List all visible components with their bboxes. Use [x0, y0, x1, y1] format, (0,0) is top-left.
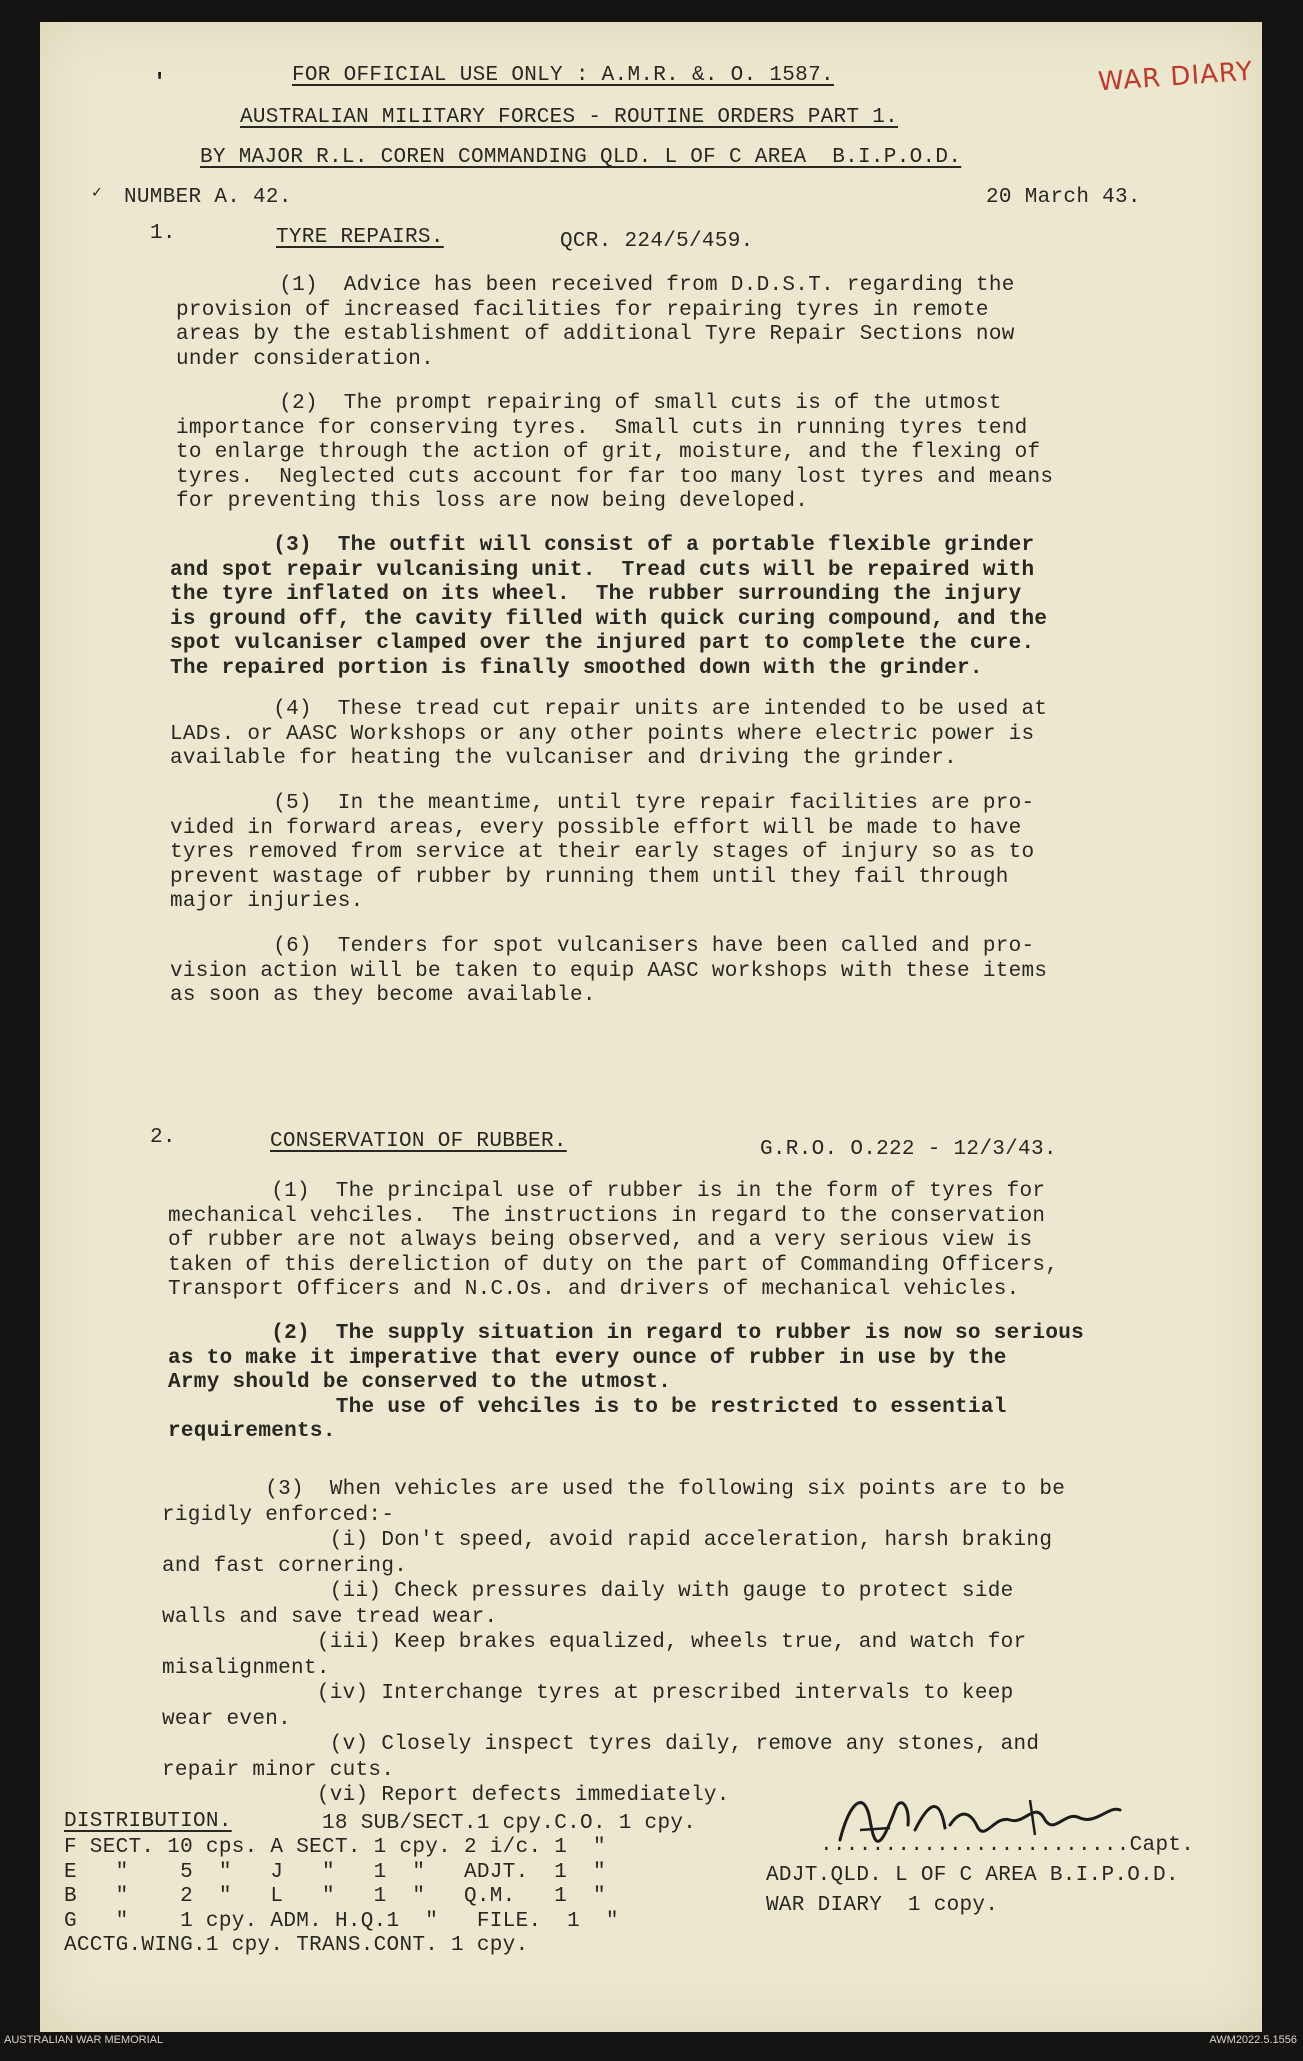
section-1-reference: QCR. 224/5/459.	[560, 230, 754, 253]
text-line: (vi) Report defects immediately.	[162, 1784, 730, 1807]
routine-orders-heading: AUSTRALIAN MILITARY FORCES - ROUTINE ORDERS PART 1.	[240, 106, 899, 129]
section-2-number: 2.	[150, 1126, 176, 1149]
text-line: The use of vehciles is to be restricted to essential	[168, 1395, 1007, 1419]
text-line: prevent wastage of rubber by running them until they fail through	[170, 865, 1009, 889]
text-line: rigidly enforced:-	[162, 1503, 395, 1527]
text-line: vided in forward areas, every possible effort will be made to have	[170, 816, 1022, 840]
text-line: requirements.	[168, 1420, 336, 1443]
text-line: provision of increased facilities for repairing tyres in remote	[176, 298, 989, 322]
order-number: NUMBER A. 42.	[124, 186, 292, 209]
text-line: taken of this dereliction of duty on the part of Commanding Officers,	[168, 1253, 1059, 1277]
text-line: wear even.	[162, 1707, 292, 1731]
distribution-label: DISTRIBUTION.	[64, 1810, 232, 1833]
text-line: (2) The supply situation in regard to rubber is now so serious	[168, 1322, 1085, 1345]
text-line: (v) Closely inspect tyres daily, remove any stones, and	[162, 1733, 1040, 1756]
text-line: (5) In the meantime, until tyre repair facilities are pro-	[170, 792, 1035, 815]
official-use-heading: FOR OFFICIAL USE ONLY : A.M.R. &. O. 1587.	[292, 64, 834, 87]
section-1-number: 1.	[150, 222, 176, 245]
text-line: G " 1 cpy. ADM. H.Q.1 " FILE. 1 "	[64, 1909, 619, 1933]
text-line: mechanical vehciles. The instructions in regard to the conservation	[168, 1204, 1046, 1228]
text-line: and fast cornering.	[162, 1554, 408, 1578]
text-line: and spot repair vulcanising unit. Tread cuts will be repaired with	[170, 558, 1035, 582]
text-line: (1) Advice has been received from D.D.S.T. regarding the	[176, 274, 1015, 297]
document-page	[40, 22, 1262, 2032]
section-2-title: CONSERVATION OF RUBBER.	[270, 1130, 567, 1153]
text-line: as soon as they become available.	[170, 984, 596, 1007]
text-line: (1) The principal use of rubber is in the form of tyres for	[168, 1180, 1046, 1203]
text-line: repair minor cuts.	[162, 1758, 395, 1782]
tick-mark: ✓	[92, 184, 102, 202]
text-line: vision action will be taken to equip AASC workshops with these items	[170, 959, 1048, 983]
pencil-mark: '	[153, 70, 167, 95]
text-line: (i) Don't speed, avoid rapid acceleration, harsh braking	[162, 1529, 1053, 1552]
text-line: B " 2 " L " 1 " Q.M. 1 "	[64, 1885, 606, 1908]
text-line: (3) When vehicles are used the following six points are to be	[162, 1478, 1066, 1501]
order-date: 20 March 43.	[986, 186, 1141, 209]
text-line: to enlarge through the action of grit, moisture, and the flexing of	[176, 441, 1041, 464]
text-line: as to make it imperative that every ounce of rubber in use by the	[168, 1346, 1007, 1370]
text-line: F SECT. 10 cps. A SECT. 1 cpy. 2 i/c. 1 "	[64, 1836, 606, 1859]
text-line: spot vulcaniser clamped over the injured part to complete the cure.	[170, 632, 1035, 655]
text-line: the tyre inflated on its wheel. The rubber surrounding the injury	[170, 583, 1022, 606]
text-line: of rubber are not always being observed, and a very serious view is	[168, 1229, 1033, 1252]
war-diary-stamp: WAR DIARY	[1097, 56, 1255, 98]
section-2-reference: G.R.O. O.222 - 12/3/43.	[760, 1138, 1057, 1161]
war-diary-copy: WAR DIARY 1 copy.	[766, 1894, 999, 1917]
footer-right: AWM2022.5.1556	[1209, 2034, 1297, 2046]
text-line: The repaired portion is finally smoothed down with the grinder.	[170, 656, 983, 680]
text-line: (3) The outfit will consist of a portable flexible grinder	[170, 534, 1035, 557]
text-line: tyres removed from service at their early stages of injury so as to	[170, 841, 1035, 864]
section-1-title: TYRE REPAIRS.	[276, 226, 444, 249]
text-line: Transport Officers and N.C.Os. and drivers of mechanical vehicles.	[168, 1278, 1020, 1301]
text-line: Army should be conserved to the utmost.	[168, 1371, 672, 1394]
text-line: walls and save tread wear.	[162, 1605, 498, 1629]
footer-left: AUSTRALIAN WAR MEMORIAL	[4, 2034, 164, 2046]
signatory-title: ADJT.QLD. L OF C AREA B.I.P.O.D.	[766, 1864, 1179, 1887]
text-line: importance for conserving tyres. Small cuts in running tyres tend	[176, 416, 1028, 440]
text-line: areas by the establishment of additional Tyre Repair Sections now	[176, 323, 1015, 346]
text-line: (2) The prompt repairing of small cuts is of the utmost	[176, 392, 1002, 415]
text-line: misalignment.	[162, 1656, 330, 1680]
text-line: available for heating the vulcaniser and driving the grinder.	[170, 747, 958, 770]
text-line: major injuries.	[170, 890, 364, 913]
text-line: LADs. or AASC Workshops or any other points where electric power is	[170, 722, 1035, 746]
text-line: (ii) Check pressures daily with gauge to protect side	[162, 1580, 1014, 1603]
text-line: tyres. Neglected cuts account for far too many lost tyres and means	[176, 465, 1054, 489]
text-line: E " 5 " J " 1 " ADJT. 1 "	[64, 1860, 606, 1884]
text-line: ACCTG.WING.1 cpy. TRANS.CONT. 1 cpy.	[64, 1934, 529, 1957]
text-line: (iii) Keep brakes equalized, wheels true, and watch for	[162, 1631, 1027, 1654]
text-line: under consideration.	[176, 347, 435, 371]
text-line: (iv) Interchange tyres at prescribed intervals to keep	[162, 1682, 1014, 1705]
commanding-officer-heading: BY MAJOR R.L. COREN COMMANDING QLD. L OF C AREA B.I.P.O.D.	[200, 146, 962, 169]
text-line: is ground off, the cavity filled with quick curing compound, and the	[170, 607, 1048, 631]
text-line: (6) Tenders for spot vulcanisers have been called and pro-	[170, 935, 1035, 958]
signature-line: ........................Capt.	[820, 1834, 1195, 1857]
text-line: (4) These tread cut repair units are intended to be used at	[170, 698, 1048, 721]
text-line: for preventing this loss are now being developed.	[176, 490, 809, 513]
distribution-subsection-row: 18 SUB/SECT.1 cpy.C.O. 1 cpy.	[322, 1812, 697, 1835]
